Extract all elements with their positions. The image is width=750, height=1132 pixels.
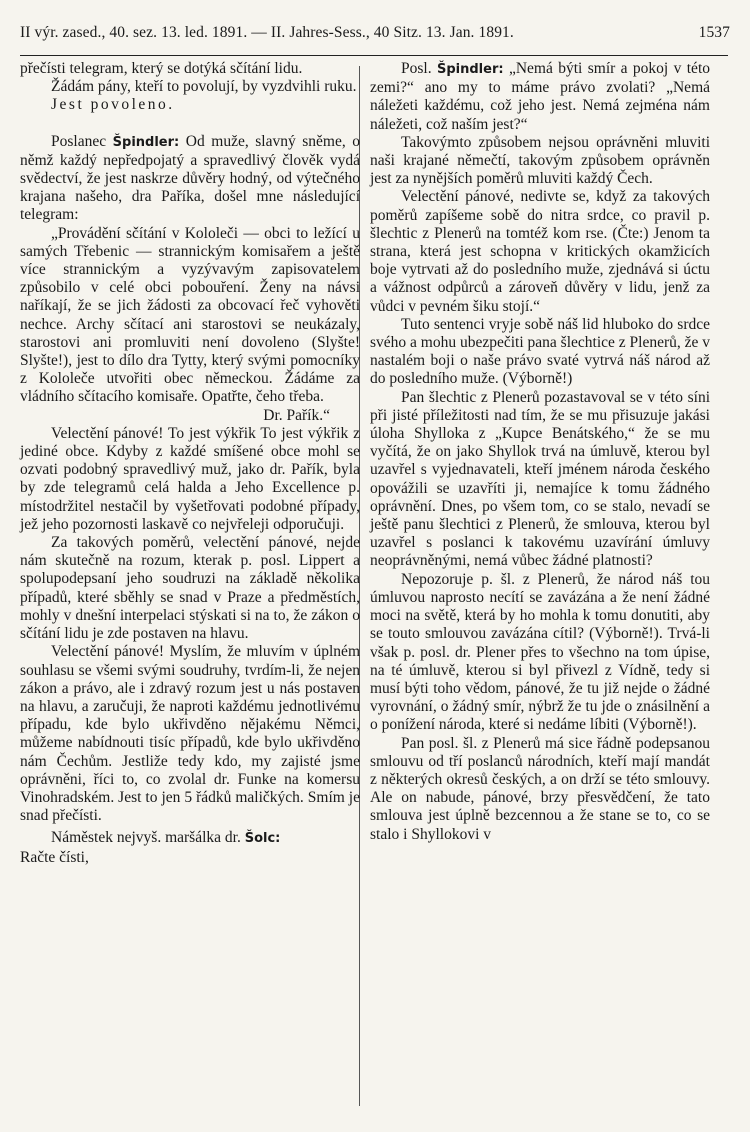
speech-spindler-continued xyxy=(370,60,710,134)
paragraph: Jest povoleno. xyxy=(51,96,175,114)
speaker-title: Poslanec xyxy=(51,132,107,150)
paragraph: Pan šlechtic z Plenerů pozastavoval se v této síni při jisté příležitosti nad tím, že se mu přisuzuje jakási úloha Shylloka z „Kupce Benátského,“ že se mu vyčítá, že on jako Shyllok trvá na úmluvě, kterou byl uzavřel s vyjednavateli, kteří jménem národa českého opovážili se uzavříti ji, nemajíce k tomu žádného oprávnění. Dnes, po všem tom, co se stalo, nevadí se ještě panu šlechtici z Plenerů, že smlouva, kterou byl uzavřel s poslanci k takovému uzavírání úmluvy neoprávněnými, nemá vůbec žádné platnosti? xyxy=(370,388,710,570)
speech-text: Od muže, slavný sněme, o němž každý nepředpojatý a spravedlivý člověk vydá svědectví, že jest naskrze důvěry hodný, od výtečného krajana našeho, dra Paříka, došel mne následující telegram: xyxy=(20,132,361,224)
telegram-signature: Dr. Pařík.“ xyxy=(263,406,330,424)
paragraph: Nepozoruje p. šl. z Plenerů, že národ náš tou úmluvou naprosto necítí se zavázána a že není žádné moci na světě, která by ho mohla k tomu donutiti, aby se touto smlouvou zavázána cítil? (Výborně!). Trvá-li však p. posl. dr. Plener přes to všechno na tom úpise, na té úmluvě, kterou si byl přivezl z Vídně, tedy si musí býti toho vědom, pánové, že tu již nejde o žádné vyrovnání, o žádný smír, nýbrž že tu jde o znásilnění a o ponížení národa, které si nedáme líbiti (Výborně!). xyxy=(370,570,710,734)
paragraph: Tuto sentenci vryje sobě náš lid hluboko do srdce svého a mohu ubezpečiti pana šlechtice z Plenerů, že v nastalém boji o naše právo svaté vytrvá náš národ až do posledního muže. (Výborně!) xyxy=(370,315,711,388)
speech-text: Račte čísti, xyxy=(20,848,89,866)
paragraph: Takovýmto způsobem nejsou oprávněni mluviti naši krajané němečtí, takovým způsobem oprávněn jest za nynějších poměrů mluviti každý Čech. xyxy=(370,133,710,188)
header-title: II výr. zased., 40. sez. 13. led. 1891. — II. Jahres-Sess., 40 Sitz. 13. Jan. 1891. xyxy=(20,24,514,41)
speech-text: „Nemá býti smír a pokoj v této zemi?“ ano my to máme právo zvolati? „Nemá náležeti každému, což jeho jest. Nemá zejména nám náležeti, což naším jest?“ xyxy=(370,60,710,133)
paragraph: Velectění pánové, nedivte se, když za takových poměrů zapíšeme sobě do nitra srdce, co pravil p. šlechtic z Plenerů na tomtéž kom rse. (Čte:) Jenom ta strana, která jest schopna v kritických okamžicích boje vytrvati až do posledního muže, zjednává si úctu a vážnost odpůrců a zároveň důvěry v lidu, jenž za vůdci v pevném šiku stojí.“ xyxy=(370,188,710,315)
page-number: 1537 xyxy=(698,24,730,41)
page-header xyxy=(20,24,730,42)
speech-spindler xyxy=(20,133,360,225)
speaker-name: Špindler: xyxy=(112,134,180,150)
paragraph: Velectění pánové! Myslím, že mluvím v úplném souhlasu se všemi svými soudruhy, tvrdím-li, že nejen zákon a právo, ale i zdravý rozum jest u nás postaven na hlavu, a zaručuji, že naproti každému jednotlivému případu, kde bylo ukřivděno nějakému Němci, můžeme nabídnouti tisíc případů, kde bylo ukřivděno nám Čechům. Jestliže tedy kdo, my zajisté jsme oprávněni, říci to, co zvolal dr. Funke na komersu Vinohradském. Jest to jen 5 řádků maličkých. Smím je snad přečísti. xyxy=(20,643,360,825)
speaker-name: Šolc: xyxy=(244,831,281,847)
paragraph: přečísti telegram, který se dotýká sčítání lidu. xyxy=(20,60,303,77)
speaker-title: Náměstek nejvyš. maršálka dr. xyxy=(51,829,241,847)
right-column xyxy=(370,60,710,844)
header-rule xyxy=(20,55,728,56)
speech-solc xyxy=(20,829,360,848)
speaker-title: Posl. xyxy=(401,60,432,77)
paragraph: Za takových poměrů, velectění pánové, nejde nám skutečně na rozum, kterak p. posl. Lippert a spolupodepsaní jeho soudruzi na základě několika případů, které sběhly se snad v Praze a předměstích, mohly v dnešní interpelaci stýskati si na to, že zákon o sčítání lidu je zde postaven na hlavu. xyxy=(20,534,360,643)
left-column xyxy=(20,60,360,867)
paragraph: Pan posl. šl. z Plenerů má sice řádně podepsanou smlouvu od tří poslanců národních, kteří mají mandát z některých okresů českých, a on drží se této smlouvy. Ale on nabude, pánové, brzy přesvědčení, že tato smlouva jest úplně bezcennou a že stane se to, co se stalo i Shyllokovi v xyxy=(370,734,710,843)
quoted-telegram: „Provádění sčítání v Kololeči — obci to ležící u samých Třebenic — strannickým komisařem a ještě více strannickým a vyzývavým zapisovatelem způsobilo v celé obci pobouření. Ženy na návsi naříkají, že se jich žádosti za obcovací řeč vyhověti nechce. Archy sčítací ani starostovi se neukázaly, starostovi ani promluviti není dovoleno (Slyšte! Slyšte!), jest to dílo dra Tytty, který svými pomocníky z Kololeče utvořiti obec německou. Žádáme za vládního sčítacího komisaře. Opatřte, čeho třeba. xyxy=(20,224,360,406)
paragraph: Velectění pánové! To jest výkřik To jest výkřik z jediné obce. Kdyby z každé smíšené obce mohl se ozvati podobný spravedlivý muž, jako dr. Pařík, byla by zde telegramů celá halda a Jeho Excellence p. místodržitel nestačil by vyšetřovati podobné případy, jež jeho pozornosti laskavě co nejvřeleji odporučuji. xyxy=(20,424,360,533)
speaker-name: Špindler: xyxy=(436,62,504,77)
paragraph: Žádám pány, kteří to povolují, by vyzdvihli ruku. xyxy=(51,78,357,96)
